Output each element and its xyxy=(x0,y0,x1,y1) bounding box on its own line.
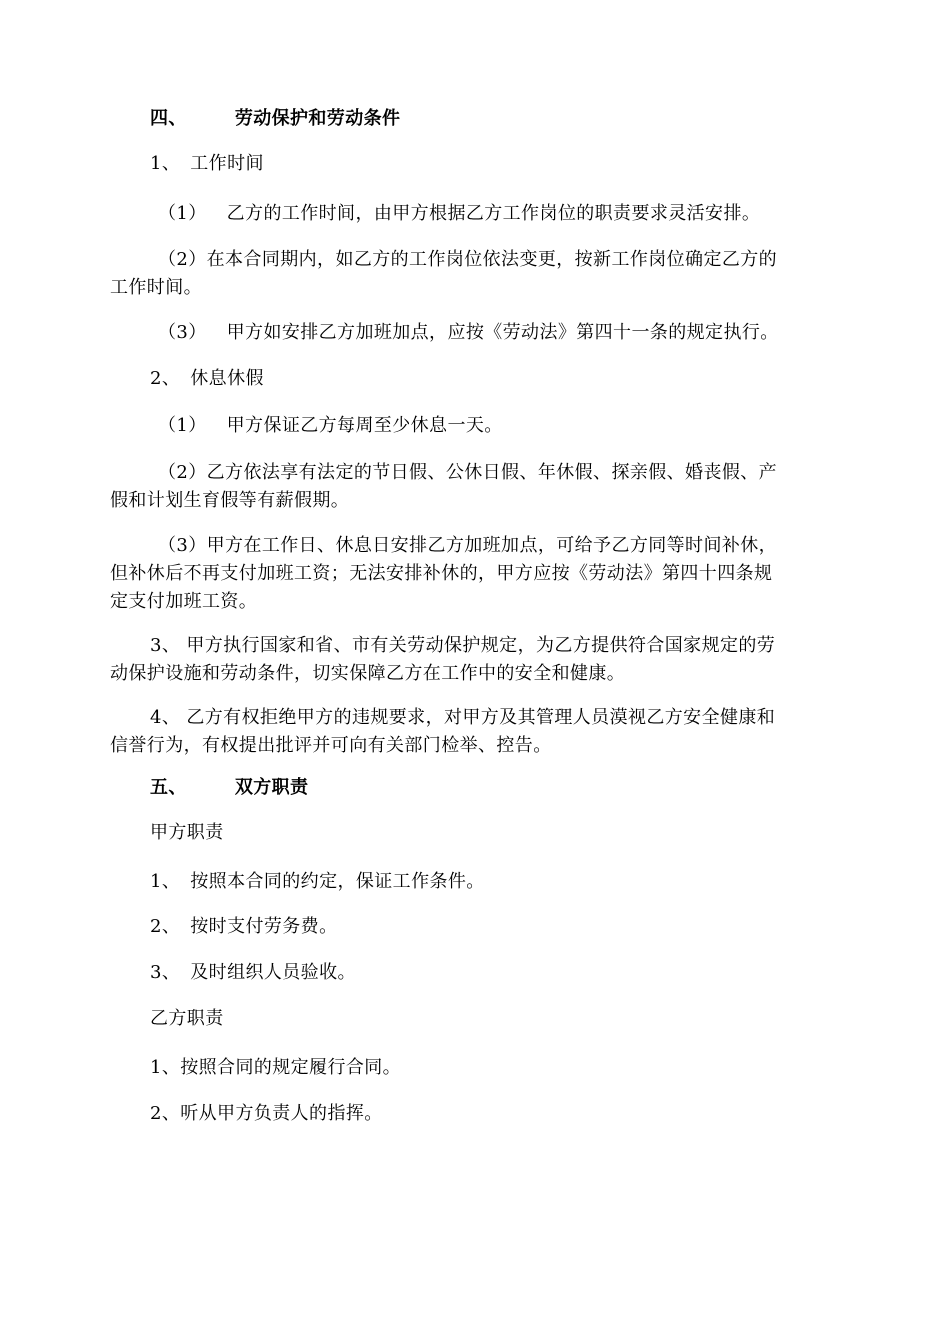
clause-4-line-1: 4、 乙方有权拒绝甲方的违规要求，对甲方及其管理人员漠视乙方安全健康和 xyxy=(150,707,776,728)
section-5-title: 双方职责 xyxy=(234,777,309,798)
party-b-item-2: 2、听从甲方负责人的指挥。 xyxy=(150,1103,383,1124)
clause-4-line-2: 信誉行为，有权提出批评并可向有关部门检举、控告。 xyxy=(110,735,552,756)
party-a-item-1: 1、 按照本合同的约定，保证工作条件。 xyxy=(150,871,485,892)
party-b-item-1: 1、按照合同的规定履行合同。 xyxy=(150,1057,402,1078)
rest-leave-item-2-line-1: （2）乙方依法享有法定的节日假、公休日假、年休假、探亲假、婚丧假、产 xyxy=(158,462,778,483)
clause-3-line-1: 3、 甲方执行国家和省、市有关劳动保护规定，为乙方提供符合国家规定的劳 xyxy=(150,635,776,656)
section-5-heading xyxy=(150,776,308,800)
sub-heading-work-hours: 1、 工作时间 xyxy=(150,153,264,174)
party-b-heading: 乙方职责 xyxy=(150,1008,224,1029)
rest-leave-item-3-line-1: （3）甲方在工作日、休息日安排乙方加班加点，可给予乙方同等时间补休， xyxy=(158,535,778,556)
section-4-number: 四、 xyxy=(150,108,187,129)
rest-leave-item-3-line-2: 但补休后不再支付加班工资；无法安排补休的，甲方应按《劳动法》第四十四条规 xyxy=(110,563,773,584)
section-5-number: 五、 xyxy=(150,777,187,798)
party-a-heading: 甲方职责 xyxy=(150,822,224,843)
rest-leave-item-2-line-2: 假和计划生育假等有薪假期。 xyxy=(110,490,350,511)
work-hours-item-2-line-2: 工作时间。 xyxy=(110,277,202,298)
section-4-heading xyxy=(150,107,400,131)
work-hours-item-3: （3） 甲方如安排乙方加班加点，应按《劳动法》第四十一条的规定执行。 xyxy=(158,322,779,343)
party-a-item-3: 3、 及时组织人员验收。 xyxy=(150,962,356,983)
work-hours-item-1: （1） 乙方的工作时间，由甲方根据乙方工作岗位的职责要求灵活安排。 xyxy=(158,203,761,224)
rest-leave-item-1: （1） 甲方保证乙方每周至少休息一天。 xyxy=(158,415,503,436)
rest-leave-item-3-line-3: 定支付加班工资。 xyxy=(110,591,258,612)
section-4-title: 劳动保护和劳动条件 xyxy=(234,108,401,129)
party-a-item-2: 2、 按时支付劳务费。 xyxy=(150,916,338,937)
sub-heading-rest-leave: 2、 休息休假 xyxy=(150,368,264,389)
work-hours-item-2-line-1: （2）在本合同期内，如乙方的工作岗位依法变更，按新工作岗位确定乙方的 xyxy=(158,249,778,270)
clause-3-line-2: 动保护设施和劳动条件，切实保障乙方在工作中的安全和健康。 xyxy=(110,663,626,684)
